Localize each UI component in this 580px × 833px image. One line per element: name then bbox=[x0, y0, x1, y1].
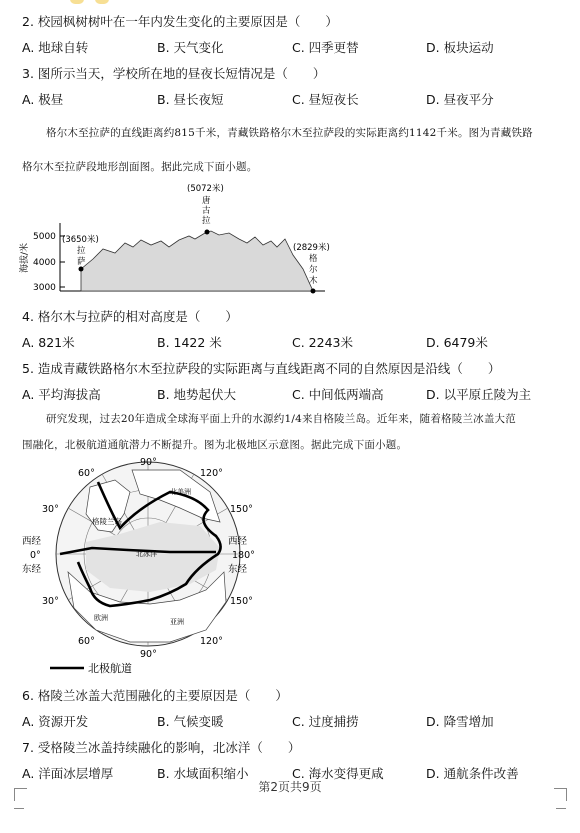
tick-5000: 5000 bbox=[33, 232, 56, 242]
option-a[interactable]: A. 821米 bbox=[22, 335, 75, 350]
option-c[interactable]: C. 2243米 bbox=[292, 335, 353, 350]
lhasa-point bbox=[79, 267, 84, 272]
terrain-area bbox=[81, 231, 313, 291]
passage-1-line-1: 格尔木至拉萨的直线距离约815千米，青藏铁路格尔木至拉萨段的实际距离约1142千米。图为青藏铁路 bbox=[46, 127, 533, 139]
west-label-3: 东经 bbox=[22, 564, 42, 575]
greenland-label: 格陵兰岛 bbox=[92, 517, 122, 526]
east-label-3: 东经 bbox=[228, 564, 248, 575]
west-label-2: 0° bbox=[30, 550, 41, 561]
tanggula-name-3: 拉 bbox=[202, 216, 211, 226]
option-b[interactable]: B. 昼长夜短 bbox=[157, 92, 224, 107]
question-4-stem: 4. 格尔木与拉萨的相对高度是（ ） bbox=[22, 309, 238, 324]
passage-2-line-2: 围融化，北极航道通航潜力不断提升。图为北极地区示意图。据此完成下面小题。 bbox=[22, 439, 408, 451]
lon-left-30: 30° bbox=[42, 504, 59, 515]
option-d[interactable]: D. 通航条件改善 bbox=[426, 766, 519, 781]
option-b[interactable]: B. 水域面积缩小 bbox=[157, 766, 249, 781]
lon-left-30-lower: 30° bbox=[42, 596, 59, 607]
lon-right-150-lower: 150° bbox=[230, 596, 253, 607]
lon-right-150: 150° bbox=[230, 504, 253, 515]
option-d[interactable]: D. 以平原丘陵为主 bbox=[426, 387, 532, 402]
pole-label: 北冰洋 bbox=[136, 550, 157, 558]
option-b[interactable]: B. 天气变化 bbox=[157, 40, 224, 55]
question-7-stem: 7. 受格陵兰冰盖持续融化的影响，北冰洋（ ） bbox=[22, 740, 301, 755]
golmud-name-3: 木 bbox=[309, 276, 318, 286]
passage-2-line-1: 研究发现，过去20年造成全球海平面上升的水源约1/4来自格陵兰岛。近年来，随着格陵兰冰盖大范 bbox=[46, 413, 516, 425]
west-label-1: 西经 bbox=[22, 536, 42, 547]
east-label-2: 180° bbox=[232, 550, 255, 561]
east-label-1: 西经 bbox=[228, 536, 248, 547]
crop-mark bbox=[556, 796, 566, 809]
lon-top-90: 90° bbox=[140, 457, 157, 468]
lon-top-60: 60° bbox=[78, 468, 95, 479]
lon-bottom-60: 60° bbox=[78, 636, 95, 647]
option-b[interactable]: B. 1422 米 bbox=[157, 335, 222, 350]
option-a[interactable]: A. 极昼 bbox=[22, 92, 64, 107]
option-d[interactable]: D. 6479米 bbox=[426, 335, 488, 350]
arctic-map bbox=[20, 452, 260, 677]
tanggula-elev: (5072米) bbox=[187, 184, 224, 194]
golmud-name-1: 格 bbox=[309, 254, 318, 264]
question-2-stem: 2. 校园枫树树叶在一年内发生变化的主要原因是（ ） bbox=[22, 14, 338, 29]
option-c[interactable]: C. 四季更替 bbox=[292, 40, 359, 55]
option-a[interactable]: A. 平均海拔高 bbox=[22, 387, 101, 402]
tanggula-point bbox=[205, 230, 210, 235]
option-c[interactable]: C. 过度捕捞 bbox=[292, 714, 359, 729]
europe-label: 欧洲 bbox=[94, 614, 108, 622]
tick-3000: 3000 bbox=[33, 283, 56, 293]
lhasa-name-1: 拉 bbox=[77, 246, 86, 256]
option-a[interactable]: A. 洋面冰层增厚 bbox=[22, 766, 114, 781]
golmud-elev: (2829米) bbox=[293, 243, 330, 253]
question-3-stem: 3. 图所示当天，学校所在地的昼夜长短情况是（ ） bbox=[22, 66, 326, 81]
golmud-point bbox=[311, 289, 316, 294]
question-6-stem: 6. 格陵兰冰盖大范围融化的主要原因是（ ） bbox=[22, 688, 288, 703]
legend-label: 北极航道 bbox=[88, 662, 132, 675]
lon-top-120: 120° bbox=[200, 468, 223, 479]
tanggula-name-2: 古 bbox=[202, 206, 211, 216]
question-5-stem: 5. 造成青藏铁路格尔木至拉萨段的实际距离与直线距离不同的自然原因是沿线（ ） bbox=[22, 361, 501, 376]
option-a[interactable]: A. 资源开发 bbox=[22, 714, 89, 729]
lhasa-name-2: 萨 bbox=[77, 257, 86, 267]
option-d[interactable]: D. 昼夜平分 bbox=[426, 92, 494, 107]
top-mark bbox=[70, 0, 84, 4]
option-c[interactable]: C. 海水变得更咸 bbox=[292, 766, 384, 781]
lhasa-elev: (3650米) bbox=[62, 235, 99, 245]
option-c[interactable]: C. 中间低两端高 bbox=[292, 387, 384, 402]
lon-bottom-90: 90° bbox=[140, 649, 157, 660]
lon-bottom-120: 120° bbox=[200, 636, 223, 647]
tanggula-name-1: 唐 bbox=[202, 196, 211, 206]
north-america-label: 北美洲 bbox=[170, 488, 191, 496]
top-mark bbox=[95, 0, 109, 4]
golmud-name-2: 尔 bbox=[309, 265, 318, 275]
crop-mark bbox=[14, 796, 24, 809]
option-b[interactable]: B. 气候变暖 bbox=[157, 714, 224, 729]
option-a[interactable]: A. 地球自转 bbox=[22, 40, 89, 55]
option-d[interactable]: D. 降雪增加 bbox=[426, 714, 494, 729]
option-c[interactable]: C. 昼短夜长 bbox=[292, 92, 359, 107]
option-b[interactable]: B. 地势起伏大 bbox=[157, 387, 237, 402]
passage-1-line-2: 格尔木至拉萨段地形剖面图。据此完成下面小题。 bbox=[22, 161, 258, 173]
option-d[interactable]: D. 板块运动 bbox=[426, 40, 494, 55]
y-axis-label: 海拔/米 bbox=[20, 242, 30, 273]
page-footer: 第2页共9页 bbox=[258, 780, 322, 794]
tick-4000: 4000 bbox=[33, 258, 56, 268]
terrain-profile-figure bbox=[15, 183, 345, 298]
asia-label: 亚洲 bbox=[170, 618, 184, 626]
